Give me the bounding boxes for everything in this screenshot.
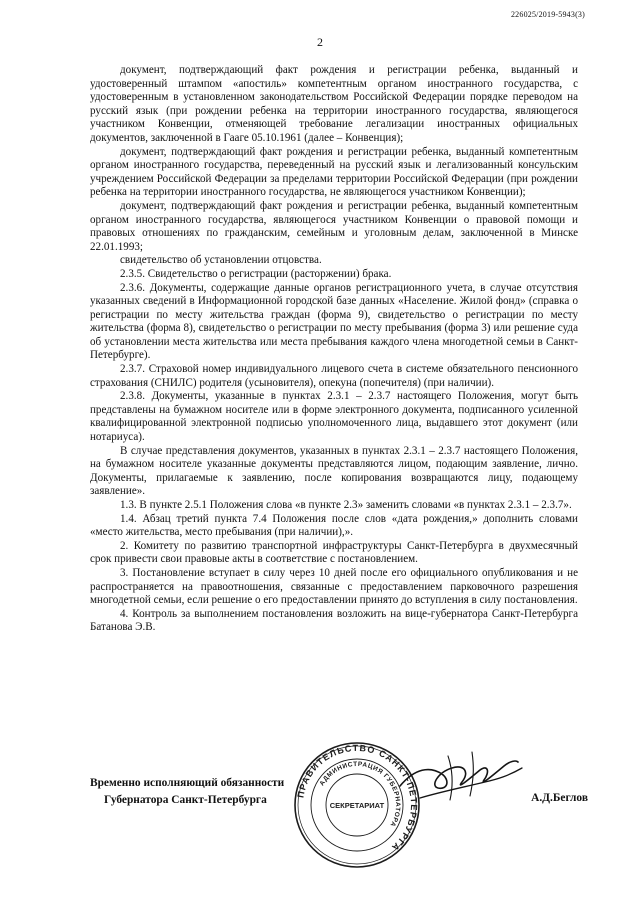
document-id: 226025/2019-5943(3) bbox=[510, 10, 585, 19]
signatory-position-line1: Временно исполняющий обязанности bbox=[90, 777, 285, 789]
paragraph: 2.3.7. Страховой номер индивидуального лицевого счета в системе обязательного пенсионного страхования (СНИЛС) родителя (усыновителя), опекуна (попечителя) (при наличии). bbox=[90, 363, 578, 389]
paragraph: 3. Постановление вступает в силу через 10 дней после его официального опубликования и не распространяется на правоотношения, связанные с предоставлением парковочного разрешения многодетной семьи, если решение о его предоставлении принято до вступления в силу постановления. bbox=[90, 566, 578, 607]
seal-inner-text: АДМИНИСТРАЦИЯ ГУБЕРНАТОРА bbox=[318, 760, 402, 829]
handwritten-signature-icon bbox=[390, 738, 530, 818]
seal-center-text: СЕКРЕТАРИАТ bbox=[329, 801, 385, 810]
paragraph: В случае представления документов, указанных в пунктах 2.3.1 – 2.3.7 настоящего Положения, на бумажном носителе указанные документы представляются лицом, подающим заявление, лично. Документы, прилагаемые к заявлению, после копирования возвращаются лицу, подающему заявление». bbox=[90, 444, 578, 498]
signatory-position-line2: Губернатора Санкт-Петербурга bbox=[104, 794, 267, 806]
paragraph: 1.4. Абзац третий пункта 7.4 Положения после слов «дата рождения,» дополнить словами «место жительства, место пребывания (при наличии),». bbox=[90, 512, 578, 539]
page-number: 2 bbox=[317, 35, 323, 49]
paragraph: 2.3.6. Документы, содержащие данные органов регистрационного учета, в случае отсутствия указанных сведений в Информационной городской базе данных «Население. Жилой фонд» (справка о регистрации по месту жительства граждан (форма 9), свидетельство о регистрации по месту жительства (форма 8), свидетельство о регистрации по месту пребывания (форма 3) или решение суда об установлении места жительства или места пребывания каждого члена многодетной семьи в Санкт-Петербурге). bbox=[90, 281, 578, 362]
paragraph: свидетельство об установлении отцовства. bbox=[120, 254, 322, 267]
paragraph: документ, подтверждающий факт рождения и регистрации ребенка, выданный и удостоверенный штампом «апостиль» компетентным органом иностранного государства, с удостоверенным в установленном законодательством Российской Федерации порядке переводом на русский язык (при рождении ребенка на территории иностранного государства, являющегося участником Конвенции, отменяющей требование легализации иностранных официальных документов, заключенной в Гааге 05.10.1961 (далее – Конвенция); bbox=[90, 64, 578, 144]
paragraph: 2.3.8. Документы, указанные в пунктах 2.3.1 – 2.3.7 настоящего Положения, могут быть представлены на бумажном носителе или в форме электронного документа, подписанного усиленной квалифицированной электронной подписью уполномоченного лица, выдавшего этот документ (или нотариуса). bbox=[90, 390, 578, 444]
signatory-position bbox=[90, 775, 284, 809]
paragraph: 2.3.5. Свидетельство о регистрации (расторжении) брака. bbox=[120, 267, 392, 280]
seal-outer-text: ПРАВИТЕЛЬСТВО САНКТ-ПЕТЕРБУРГА bbox=[295, 742, 420, 854]
paragraph: 2. Комитету по развитию транспортной инфраструктуры Санкт-Петербурга в двухмесячный срок привести свои правовые акты в соответствие с постановлением. bbox=[90, 539, 578, 566]
paragraph: документ, подтверждающий факт рождения и регистрации ребенка, выданный компетентным органом иностранного государства, являющегося участником Конвенции о правовой помощи и правовых отношениях по гражданским, семейным и уголовным делам, заключенной в Минске 22.01.1993; bbox=[90, 199, 578, 253]
signatory-name: А.Д.Беглов bbox=[531, 792, 588, 804]
paragraph: 4. Контроль за выполнением постановления возложить на вице-губернатора Санкт-Петербурга Батанова Э.В. bbox=[90, 607, 578, 634]
paragraph: документ, подтверждающий факт рождения и регистрации ребенка, выданный компетентным органом иностранного государства, переведенный на русский язык и легализованный консульским учреждением Российской Федерации за пределами территории Российской Федерации (при рождении ребенка на территории иностранного государства, не являющегося участником Конвенции); bbox=[90, 145, 578, 199]
document-body bbox=[90, 64, 578, 635]
paragraph: 1.3. В пункте 2.5.1 Положения слова «в пункте 2.3» заменить словами «в пунктах 2.3.1 – 2.3.7». bbox=[120, 499, 572, 511]
